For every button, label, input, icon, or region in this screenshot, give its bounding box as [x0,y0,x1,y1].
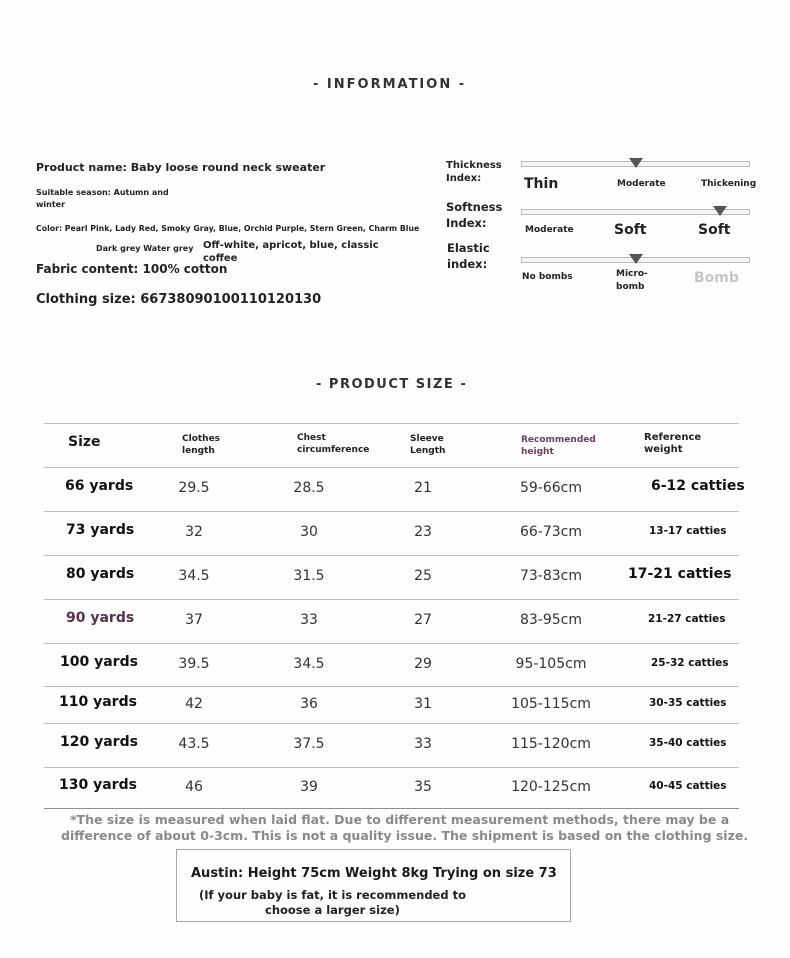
table-row-rule [44,599,739,600]
note-line-1: *The size is measured when laid flat. Due to different measurement methods, there may be a [70,812,730,827]
thickness-marker-icon [629,158,643,168]
row-size: 90 yards [66,610,135,626]
row-reference-weight: 30-35 catties [649,696,727,709]
elastic-option-no-bombs: No bombs [522,272,573,282]
example-line-2: (If your baby is fat, it is recommended to [199,888,466,902]
example-line-3: choose a larger size) [265,903,400,917]
row-recommended-height: 120-125cm [511,778,591,795]
header-recommended-height: Recommended height [521,435,596,457]
row-sleeve: 27 [414,612,432,628]
header-reference-weight: Reference weight [644,432,702,455]
row-recommended-height: 83-95cm [519,612,582,628]
fitting-example-box [176,849,571,922]
row-recommended-height: 73-83cm [519,568,582,584]
row-chest: 34.5 [293,655,325,672]
softness-option-soft-1: Soft [614,222,647,238]
elastic-option-bomb: Bomb [694,270,739,286]
table-top-rule [44,423,739,424]
row-sleeve: 23 [414,524,432,540]
row-size: 110 yards [59,693,137,710]
row-sleeve: 25 [414,568,432,584]
row-sleeve: 35 [414,778,432,795]
season-line-2: winter [36,200,66,209]
row-recommended-height: 59-66cm [519,480,582,496]
row-clothes-length: 46 [185,778,203,795]
row-clothes-length: 29.5 [178,480,210,496]
row-sleeve: 33 [414,736,432,752]
row-clothes-length: 34.5 [178,568,210,584]
season-line-1: Suitable season: Autumn and [36,188,169,197]
row-clothes-length: 37 [185,612,203,628]
row-sleeve: 29 [414,655,432,672]
table-row-rule [44,555,739,556]
elastic-marker-icon [629,254,643,264]
row-size: 100 yards [60,653,138,670]
header-chest: Chest circumference [297,433,370,455]
row-reference-weight: 13-17 catties [649,525,727,537]
row-chest: 33 [300,612,318,628]
table-row-rule [44,723,739,724]
fabric-content: Fabric content: 100% cotton [36,262,228,276]
header-sleeve: Sleeve Length [410,434,446,456]
table-row-rule [44,808,739,809]
row-chest: 31.5 [293,568,325,584]
product-name: Product name: Baby loose round neck sweater [36,161,326,174]
row-size: 73 yards [66,522,135,538]
elastic-label-2: index: [447,257,488,271]
table-header-rule [44,467,739,468]
row-size: 80 yards [66,566,135,582]
table-row-rule [44,686,739,687]
row-recommended-height: 105-115cm [511,695,591,712]
softness-label-2: Index: [446,216,487,230]
color-line-3: Off-white, apricot, blue, classic [203,240,379,251]
table-row-rule [44,643,739,644]
thickness-option-moderate: Moderate [617,179,666,189]
row-reference-weight: 35-40 catties [649,737,727,749]
row-recommended-height: 95-105cm [515,655,587,672]
row-chest: 37.5 [293,736,325,752]
softness-label-1: Softness [446,200,503,214]
table-row-rule [44,767,739,768]
elastic-option-micro-2: bomb [616,282,645,292]
information-heading: - INFORMATION - [313,77,467,92]
row-size: 120 yards [60,734,138,750]
row-clothes-length: 32 [185,524,203,540]
color-line-4: coffee [203,253,238,264]
header-clothes-length: Clothes length [182,434,221,456]
softness-option-moderate: Moderate [525,225,574,235]
row-reference-weight: 25-32 catties [651,656,729,669]
example-line-1: Austin: Height 75cm Weight 8kg Trying on size 73 [191,866,557,881]
color-line-2: Dark grey Water grey [96,244,194,253]
thickness-label-1: Thickness [446,160,502,171]
row-clothes-length: 43.5 [178,736,210,752]
thickness-option-thin: Thin [524,176,559,192]
row-recommended-height: 66-73cm [519,524,582,540]
softness-marker-icon [713,206,727,216]
row-sleeve: 31 [414,695,432,712]
elastic-label-1: Elastic [447,241,490,255]
thickness-label-2: Index: [446,173,482,184]
row-reference-weight: 40-45 catties [649,779,727,792]
softness-option-soft-2: Soft [698,222,731,238]
row-size: 66 yards [65,478,134,494]
row-reference-weight: 21-27 catties [648,613,726,625]
table-row-rule [44,511,739,512]
row-clothes-length: 39.5 [178,655,210,672]
row-clothes-length: 42 [185,695,203,712]
product-size-heading: - PRODUCT SIZE - [316,377,468,392]
row-size: 130 yards [59,776,137,793]
note-line-2: difference of about 0-3cm. This is not a quality issue. The shipment is based on the clothing size. [61,828,749,843]
thickness-option-thickening: Thickening [701,179,757,189]
row-reference-weight: 17-21 catties [628,566,732,582]
row-sleeve: 21 [414,480,432,496]
row-chest: 30 [300,524,318,540]
row-chest: 28.5 [293,480,325,496]
header-size: Size [68,434,101,450]
row-chest: 36 [300,695,318,712]
color-line-1: Color: Pearl Pink, Lady Red, Smoky Gray, Blue, Orchid Purple, Stern Green, Charm Blue [36,224,420,233]
row-recommended-height: 115-120cm [511,736,591,752]
row-reference-weight: 6-12 catties [651,478,745,494]
elastic-option-micro-1: Micro- [616,269,648,279]
clothing-size: Clothing size: 66738090100110120130 [36,292,322,307]
row-chest: 39 [300,778,318,795]
